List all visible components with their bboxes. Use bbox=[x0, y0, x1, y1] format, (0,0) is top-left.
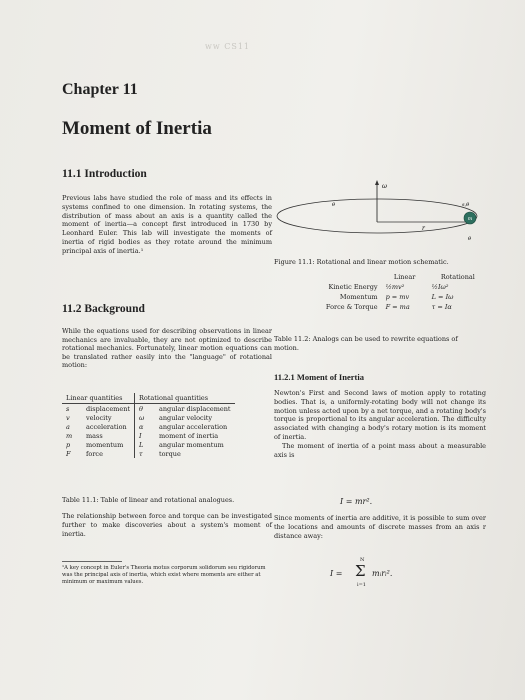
table-row bbox=[296, 282, 488, 292]
point-mass-equation: I = mr². bbox=[340, 497, 373, 506]
table-header bbox=[296, 272, 382, 282]
table-row bbox=[296, 302, 488, 312]
table-row bbox=[62, 440, 235, 449]
table-caption: Table 11.2: Analogs can be used to rewrite equations of motion. bbox=[274, 335, 458, 352]
table-cell: v bbox=[66, 413, 70, 422]
radius-label: r bbox=[422, 225, 425, 232]
table-caption: Table 11.1: Table of linear and rotational analogues. bbox=[62, 496, 235, 504]
section-heading-background: 11.2 Background bbox=[62, 303, 145, 315]
table-row bbox=[296, 272, 488, 282]
background-paragraph: While the equations used for describing observations in linear mechanics are invaluable, they are not optimized to describe rotational mechanics. Fortunately, linear motion equations can be translated rather easily into the "language" of rotational motion: bbox=[62, 327, 272, 370]
sum-lower-limit: i=1 bbox=[357, 582, 366, 588]
table-row bbox=[62, 422, 235, 431]
intro-paragraph: Previous labs have studied the role of mass and its effects in systems confined to one dimension. In rotating systems, the distribution of mass about an axis is a quantity called the moment of inertia—a concept first introduced in 1730 by Leonhard Euler. This lab will investigate the moments of inertia of rigid bodies as they rotate around the minimum principal axis of inertia.¹ bbox=[62, 194, 272, 255]
table-cell: L bbox=[139, 440, 144, 449]
subsection-heading-moment-of-inertia: 11.2.1 Moment of Inertia bbox=[274, 372, 364, 382]
chapter-title: Moment of Inertia bbox=[62, 118, 212, 139]
table-cell: a bbox=[66, 422, 70, 431]
table-cell: L = Iω bbox=[431, 293, 454, 301]
faded-header-text: ww CS11 bbox=[205, 42, 251, 51]
sum-sigma: Σ bbox=[355, 562, 366, 580]
footnote: ¹A key concept in Euler's Theoria motus corporum solidorum seu rigidorum was the principal axis of inertia, which exist where moments are either at minimum or maximum values. bbox=[62, 565, 266, 585]
table-cell: τ = Iα bbox=[431, 303, 452, 311]
table-row bbox=[296, 292, 488, 302]
rotation-schematic-figure bbox=[272, 160, 482, 258]
table-row bbox=[62, 449, 235, 458]
table-cell: m bbox=[66, 431, 73, 440]
table-cell: torque bbox=[159, 449, 181, 458]
section-heading-introduction: 11.1 Introduction bbox=[62, 168, 147, 180]
table-cell: angular momentum bbox=[159, 440, 224, 449]
theta-label: θ bbox=[468, 236, 472, 242]
relationship-paragraph: The relationship between force and torque can be investigated further to make discoveries about a system's moment of inertia. bbox=[62, 512, 272, 538]
table-cell: moment of inertia bbox=[159, 431, 219, 440]
table-row bbox=[62, 404, 235, 414]
table-cell: Kinetic Energy bbox=[328, 283, 378, 291]
table-header: Linear quantities bbox=[62, 393, 135, 404]
chapter-label: Chapter 11 bbox=[62, 81, 138, 98]
table-row bbox=[62, 413, 235, 422]
table-cell: p = mv bbox=[385, 293, 410, 301]
analogs-table bbox=[296, 272, 488, 312]
sum-lhs: I = bbox=[330, 569, 343, 578]
figure-caption: Figure 11.1: Rotational and linear motion schematic. bbox=[274, 258, 449, 266]
table-cell: ω bbox=[139, 413, 145, 422]
table-cell: τ bbox=[139, 449, 143, 458]
table-cell: p bbox=[66, 440, 71, 449]
table-row bbox=[62, 431, 235, 440]
mass-label: m bbox=[467, 216, 473, 222]
moment-paragraph-part2: The moment of inertia of a point mass about a measurable axis is bbox=[274, 441, 486, 459]
footnote-divider bbox=[62, 561, 122, 562]
sum-equation bbox=[330, 556, 450, 596]
table-cell: ½Iω² bbox=[431, 283, 449, 291]
table-cell: angular displacement bbox=[159, 404, 231, 413]
sum-upper-limit: N bbox=[360, 557, 365, 563]
table-cell: angular acceleration bbox=[159, 422, 228, 431]
moment-paragraph bbox=[274, 389, 486, 459]
table-cell: acceleration bbox=[82, 422, 135, 431]
table-cell: angular velocity bbox=[159, 413, 213, 422]
table-cell: velocity bbox=[82, 413, 135, 422]
table-cell: mass bbox=[82, 431, 135, 440]
table-cell: F = ma bbox=[385, 303, 410, 311]
table-cell: I bbox=[139, 431, 142, 440]
table-cell: α bbox=[139, 422, 144, 431]
table-header: Rotational bbox=[440, 273, 475, 281]
table-cell: s bbox=[66, 404, 70, 413]
axis-arrowhead bbox=[375, 180, 379, 185]
table-cell: Momentum bbox=[339, 293, 378, 301]
table-cell: force bbox=[82, 449, 135, 458]
table-header: Linear bbox=[393, 273, 416, 281]
linear-rotational-table bbox=[62, 393, 235, 458]
moment-paragraph-part1: Newton's First and Second laws of motion apply to rotating bodies. That is, a uniformly-rotating body will not change its motion unless acted upon by a net torque, and a rotating body's torque is proportional to its angular acceleration. The difficulty associated with changing a body's rotary motion is its moment of inertia. bbox=[274, 389, 486, 441]
additive-paragraph: Since moments of inertia are additive, it is possible to sum over the locations and amounts of discrete masses from an axis r distance away: bbox=[274, 514, 486, 540]
arc-label: s,θ bbox=[462, 202, 470, 208]
table-cell: F bbox=[66, 449, 71, 458]
table-cell: displacement bbox=[82, 404, 135, 414]
table-cell: momentum bbox=[82, 440, 135, 449]
omega-label: ω bbox=[382, 183, 387, 190]
table-cell: Force & Torque bbox=[325, 303, 378, 311]
table-cell: θ bbox=[139, 404, 143, 413]
table-header: Rotational quantities bbox=[135, 393, 235, 404]
orbit-label: θ bbox=[332, 202, 336, 208]
sum-term: mᵢrᵢ². bbox=[372, 569, 393, 578]
table-cell: ½mv² bbox=[385, 283, 405, 291]
